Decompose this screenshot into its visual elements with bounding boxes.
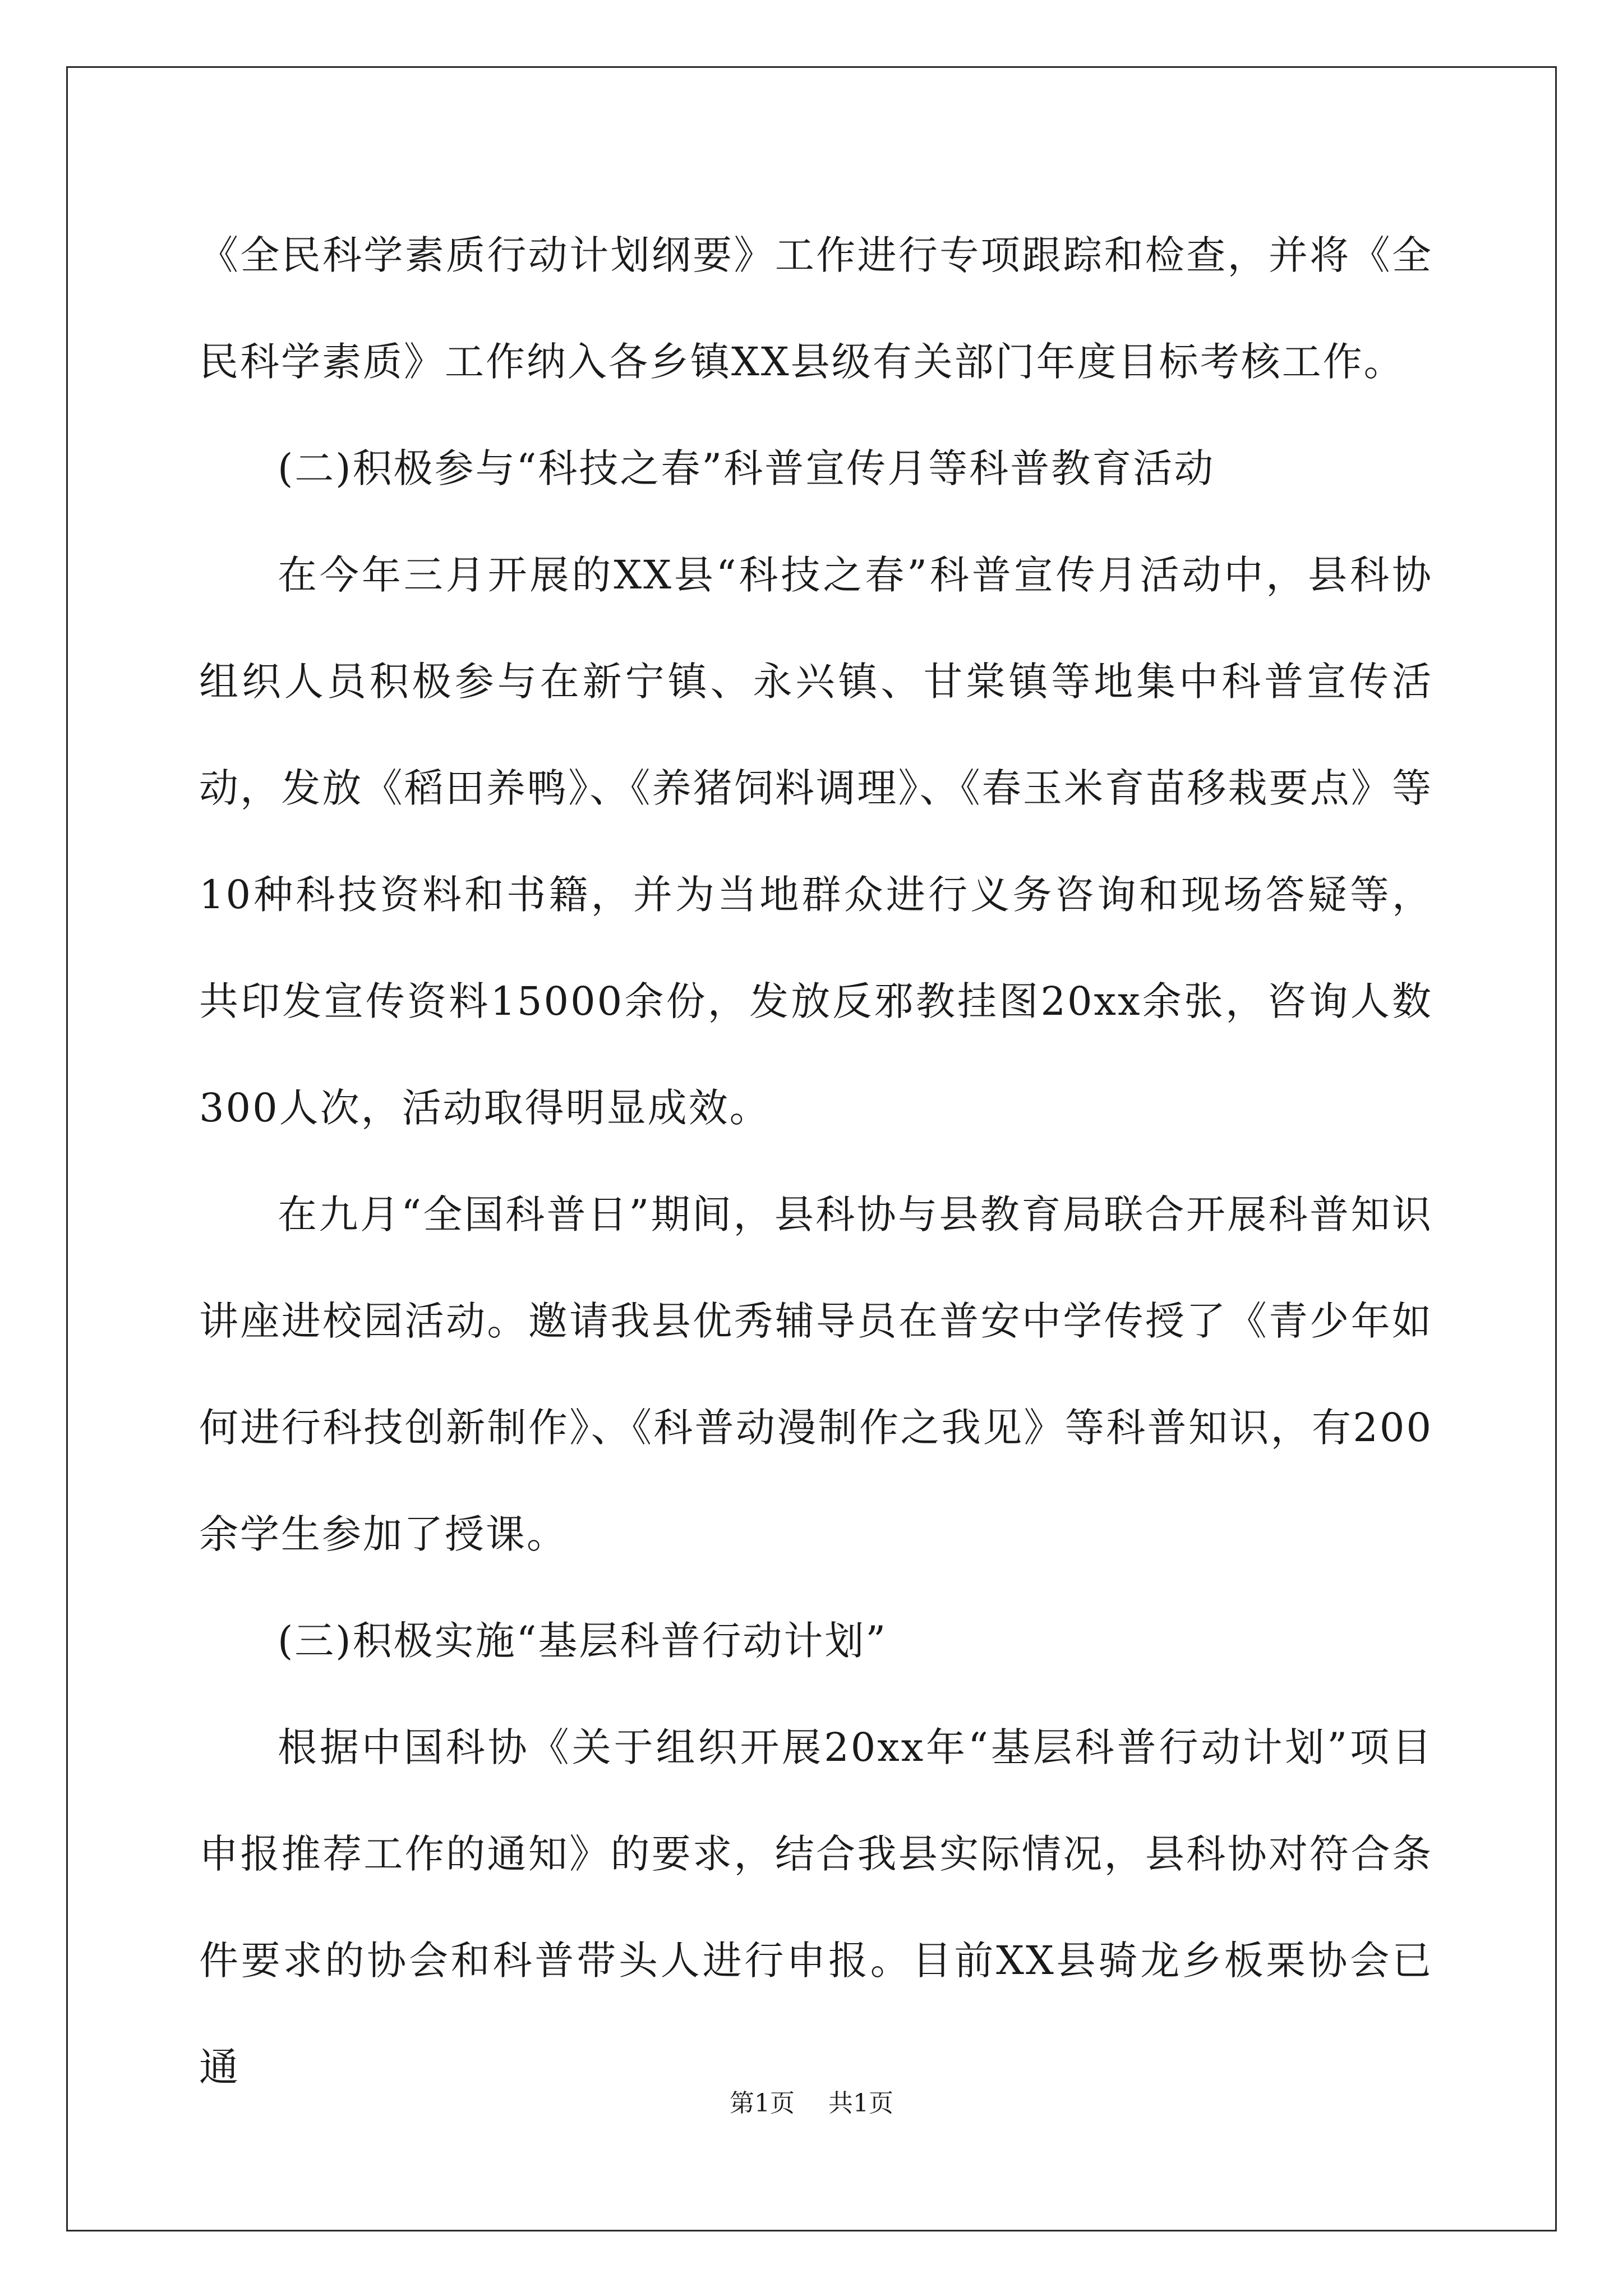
paragraph-1: 《全民科学素质行动计划纲要》工作进行专项跟踪和检查，并将《全民科学素质》工作纳入各乡镇XX县级有关部门年度目标考核工作。 [199,232,1433,385]
section-heading-2: (二)积极参与“科技之春”科普宣传月等科普教育活动 [278,445,1215,491]
paragraph-science-day: 在九月“全国科普日”期间，县科协与县教育局联合开展科普知识讲座进校园活动。邀请我县优秀辅导员在普安中学传授了《青少年如何进行科技创新制作》、《科普动漫制作之我见》等科普知识，有200余学生参加了授课。 [199,1191,1433,1557]
document-body [199,202,1433,2120]
section-heading-3: (三)积极实施“基层科普行动计划” [278,1618,888,1664]
page-footer [0,2087,1623,2120]
page-total: 共1页 [828,2089,893,2118]
page-number: 第1页 [730,2089,795,2118]
paragraph-science-spring: 在今年三月开展的XX县“科技之春”科普宣传月活动中，县科协组织人员积极参与在新宁镇、永兴镇、甘棠镇等地集中科普宣传活动，发放《稻田养鸭》、《养猪饲料调理》、《春玉米育苗移栽要点》等10种科技资料和书籍，并为当地群众进行义务咨询和现场答疑等，共印发宣传资料15000余份，发放反邪教挂图20xx余张，咨询人数300人次，活动取得明显成效。 [199,552,1433,1131]
paragraph-grassroots-plan: 根据中国科协《关于组织开展20xx年“基层科普行动计划”项目申报推荐工作的通知》的要求，结合我县实际情况，县科协对符合条件要求的协会和科普带头人进行申报。目前XX县骑龙乡板栗协会已通 [199,1724,1433,2090]
